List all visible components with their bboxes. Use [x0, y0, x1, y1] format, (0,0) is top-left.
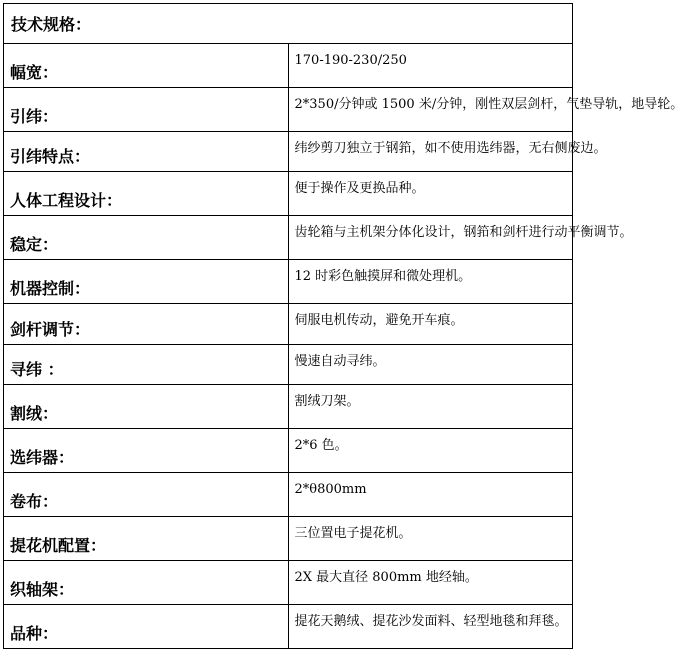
row-value-cell: [288, 304, 573, 345]
row-label-cell: [4, 473, 289, 517]
row-label-cell: [4, 429, 289, 473]
row-value: 2*350/分钟或 1500 米/分钟，刚性双层剑杆，气垫导轨，地导轮。: [295, 97, 683, 112]
row-value: 2*6 色。: [295, 438, 348, 453]
row-label-cell: [4, 304, 289, 345]
row-value-cell: [288, 132, 573, 172]
row-value: 170-190-230/250: [295, 53, 407, 68]
row-label: 剑杆调节：: [10, 320, 90, 339]
row-value-cell: [288, 605, 573, 649]
table-row: [4, 561, 573, 605]
row-label: 织轴架：: [10, 580, 74, 599]
table-row: [4, 345, 573, 385]
row-label-cell: [4, 44, 289, 88]
table-row: [4, 473, 573, 517]
row-value: 齿轮箱与主机架分体化设计，钢筘和剑杆进行动平衡调节。: [295, 225, 633, 240]
row-label-cell: [4, 260, 289, 304]
table-row: [4, 132, 573, 172]
row-label-cell: [4, 88, 289, 132]
row-label-cell: [4, 216, 289, 260]
title-cell: [4, 4, 573, 44]
row-value: 12 时彩色触摸屏和微处理机。: [295, 269, 472, 284]
row-label-cell: [4, 517, 289, 561]
row-value-cell: [288, 385, 573, 429]
row-label-cell: [4, 172, 289, 216]
row-label: 引纬特点：: [10, 147, 90, 166]
table-row: [4, 260, 573, 304]
row-value: 2*θ800mm: [295, 482, 367, 497]
row-value: 伺服电机传动，避免开车痕。: [295, 313, 464, 328]
row-label: 人体工程设计：: [10, 191, 122, 210]
row-value-cell: [288, 429, 573, 473]
table-row: [4, 44, 573, 88]
row-label: 提花机配置：: [10, 536, 106, 555]
table-title: 技术规格：: [11, 15, 91, 34]
row-value-cell: [288, 172, 573, 216]
table-row: [4, 605, 573, 649]
row-label-cell: [4, 385, 289, 429]
table-row: [4, 172, 573, 216]
row-label-cell: [4, 132, 289, 172]
row-value: 三位置电子提花机。: [295, 526, 412, 541]
row-value: 2X 最大直径 800mm 地经轴。: [295, 570, 478, 585]
table-row: [4, 385, 573, 429]
row-label-cell: [4, 605, 289, 649]
row-label: 割绒：: [10, 404, 58, 423]
table-row: [4, 216, 573, 260]
spec-table: [3, 3, 573, 649]
row-value-cell: [288, 345, 573, 385]
table-row: [4, 429, 573, 473]
row-label: 引纬：: [10, 107, 58, 126]
title-row: [4, 4, 573, 44]
row-value: 提花天鹅绒、提花沙发面料、轻型地毯和拜毯。: [295, 614, 568, 629]
row-label-cell: [4, 561, 289, 605]
row-value: 割绒刀架。: [295, 394, 360, 409]
row-value-cell: [288, 88, 573, 132]
table-row: [4, 88, 573, 132]
row-value-cell: [288, 44, 573, 88]
row-value: 慢速自动寻纬。: [295, 354, 386, 369]
row-value-cell: [288, 561, 573, 605]
row-label: 稳定：: [10, 235, 58, 254]
row-value-cell: [288, 517, 573, 561]
row-value: 纬纱剪刀独立于钢筘，如不使用选纬器，无右侧废边。: [295, 141, 607, 156]
row-value-cell: [288, 473, 573, 517]
row-label: 机器控制：: [10, 279, 90, 298]
table-row: [4, 304, 573, 345]
row-label: 幅宽：: [10, 63, 58, 82]
row-label-cell: [4, 345, 289, 385]
row-value-cell: [288, 260, 573, 304]
row-value: 便于操作及更换品种。: [295, 181, 425, 196]
table-row: [4, 517, 573, 561]
row-label: 寻纬 ：: [10, 360, 64, 379]
row-label: 选纬器：: [10, 448, 74, 467]
row-label: 品种：: [10, 624, 58, 643]
row-label: 卷布：: [10, 492, 58, 511]
row-value-cell: [288, 216, 573, 260]
